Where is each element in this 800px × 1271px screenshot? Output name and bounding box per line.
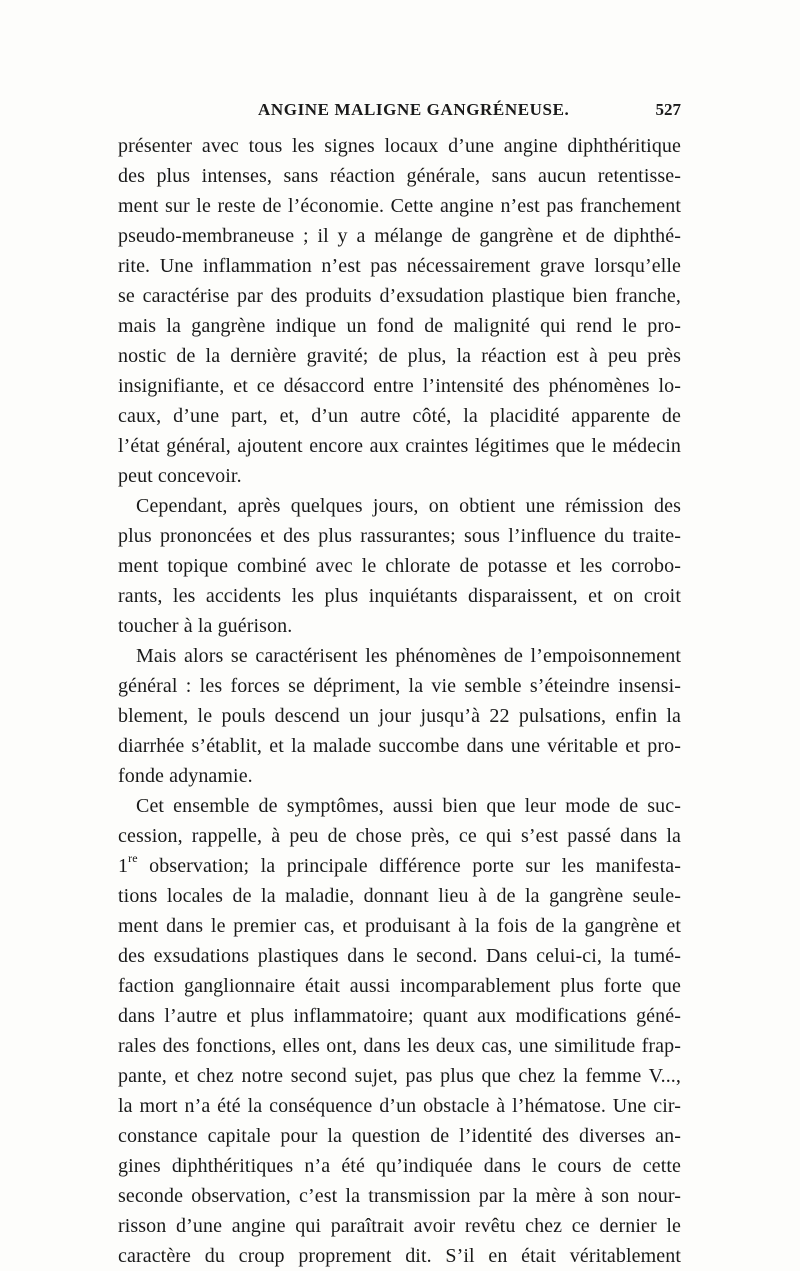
text-line: fonde adynamie. [118,765,253,787]
text-line: la mort n’a été la conséquence d’un obstacle à l’hématose. Une cir- [118,1095,681,1117]
text-line: se caractérise par des produits d’exsudation plastique bien franche, [118,285,681,307]
text-line: caux, d’une part, et, d’un autre côté, la placidité apparente de [118,405,681,427]
text-line: dans l’autre et plus inflammatoire; quant aux modifications géné- [118,1005,681,1027]
running-title: ANGINE MALIGNE GANGRÉNEUSE. [258,100,570,119]
text-line: ment sur le reste de l’économie. Cette angine n’est pas franchement [118,195,681,217]
text-line: faction ganglionnaire était aussi incomparablement plus forte que [118,975,681,997]
text-line: blement, le pouls descend un jour jusqu’à 22 pulsations, enfin la [118,705,681,727]
text-line: ment dans le premier cas, et produisant à la fois de la gangrène et [118,915,681,937]
text-line: tions locales de la maladie, donnant lieu à de la gangrène seule- [118,885,681,907]
text-line: diarrhée s’établit, et la malade succombe dans une véritable et pro- [118,735,681,757]
text-line: ment topique combiné avec le chlorate de potasse et les corrobo- [118,555,681,577]
text-line: cession, rappelle, à peu de chose près, ce qui s’est passé dans la [118,825,681,847]
text-line: caractère du croup proprement dit. S’il en était véritablement [118,1245,681,1267]
text-line: peut concevoir. [118,465,242,487]
text-line: seconde observation, c’est la transmission par la mère à son nour- [118,1185,681,1207]
text-line: rants, les accidents les plus inquiétants disparaissent, et on croit [118,585,681,607]
text-line: nostic de la dernière gravité; de plus, la réaction est à peu près [118,345,681,367]
body-text [118,131,681,1271]
page-header [118,100,681,124]
text-line: Cet ensemble de symptômes, aussi bien que leur mode de suc- [136,795,681,817]
page-number: 527 [655,100,681,119]
text-line: 1re observation; la principale différence porte sur les manifesta- [118,851,681,877]
text-line: constance capitale pour la question de l’identité des diverses an- [118,1125,681,1147]
text-line: pseudo-membraneuse ; il y a mélange de gangrène et de diphthé- [118,225,681,247]
text-line: Mais alors se caractérisent les phénomènes de l’empoisonnement [136,645,681,667]
text-line: toucher à la guérison. [118,615,293,637]
text-line: des exsudations plastiques dans le second. Dans celui-ci, la tumé- [118,945,681,967]
text-line: Cependant, après quelques jours, on obtient une rémission des [136,495,681,517]
text-line: pante, et chez notre second sujet, pas plus que chez la femme V..., [118,1065,681,1087]
text-line: risson d’une angine qui paraîtrait avoir revêtu chez ce dernier le [118,1215,681,1237]
text-line: plus prononcées et des plus rassurantes; sous l’influence du traite- [118,525,681,547]
text-line: insignifiante, et ce désaccord entre l’intensité des phénomènes lo- [118,375,681,397]
text-line: gines diphthéritiques n’a été qu’indiquée dans le cours de cette [118,1155,681,1177]
text-line: général : les forces se dépriment, la vie semble s’éteindre insensi- [118,675,681,697]
text-line: mais la gangrène indique un fond de malignité qui rend le pro- [118,315,681,337]
text-line: présenter avec tous les signes locaux d’une angine diphthéritique [118,135,681,157]
text-line: des plus intenses, sans réaction générale, sans aucun retentisse- [118,165,681,187]
text-line: rite. Une inflammation n’est pas nécessairement grave lorsqu’elle [118,255,681,277]
text-line: rales des fonctions, elles ont, dans les deux cas, une similitude frap- [118,1035,681,1057]
text-line: l’état général, ajoutent encore aux craintes légitimes que le médecin [118,435,681,457]
